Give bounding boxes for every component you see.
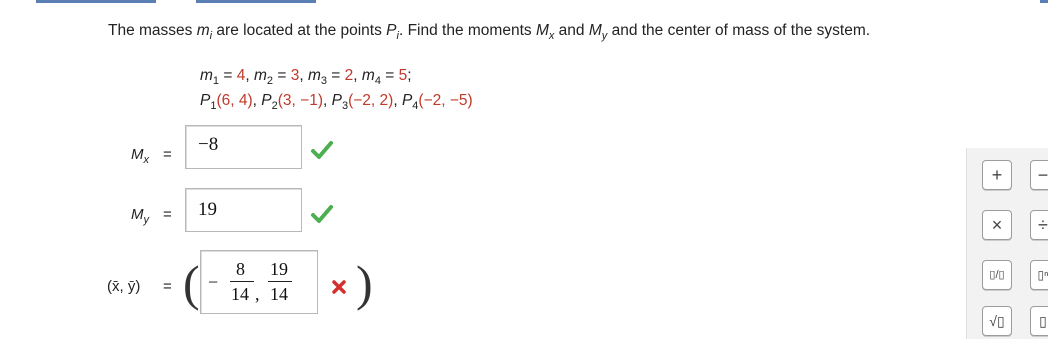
top-border	[0, 0, 1048, 3]
com-incorrect-x-icon	[331, 279, 347, 295]
com-equals: =	[163, 278, 172, 295]
com-y-fraction-bar	[268, 281, 292, 282]
box-button[interactable]: ▯	[1030, 306, 1048, 336]
sqrt-button[interactable]: √▯	[982, 306, 1012, 336]
my-correct-check-icon	[310, 204, 334, 224]
com-x-denominator: 14	[231, 284, 249, 304]
com-comma: ,	[255, 284, 260, 304]
com-x-numerator: 8	[236, 259, 245, 279]
mx-equals: =	[163, 146, 172, 163]
given-masses: $m_1 = 4$, $m_2 = 3$, $m_3 = 2$, $m_4 = 5$;	[200, 67, 412, 87]
my-equals: =	[163, 206, 172, 223]
my-answer-input[interactable]: 19	[185, 188, 302, 232]
com-x-fraction-bar	[230, 281, 254, 282]
given-points: $P_1(6$, 4), $P_2(3$, −1), $P_3(-2$, 2), $P_4(-2$, −5)	[200, 92, 473, 112]
question-text: The masses $m_i$ are located at the points $P_i$. Find the moments $M_x$ and $M_y$ and the center of mass of the system.	[108, 22, 871, 42]
plus-button[interactable]: +	[982, 160, 1012, 190]
fraction-button[interactable]: ▯/▯	[982, 260, 1012, 290]
times-button[interactable]: ×	[982, 210, 1012, 240]
com-y-denominator: 14	[270, 284, 288, 304]
mx-answer-input[interactable]: −8	[185, 125, 302, 169]
mx-label: $M_x$	[131, 146, 149, 166]
minus-button[interactable]: −	[1030, 160, 1048, 190]
com-y-numerator: 19	[270, 259, 288, 279]
mx-correct-check-icon	[310, 140, 334, 160]
my-label: $M_y$	[131, 206, 149, 226]
divide-button[interactable]: ÷	[1030, 210, 1048, 240]
open-paren: (	[183, 255, 200, 311]
com-minus-sign: −	[208, 272, 219, 292]
exponent-button[interactable]: ▯ⁿ	[1030, 260, 1048, 290]
center-of-mass-label: (x̄, ȳ)	[107, 278, 141, 295]
close-paren: )	[356, 255, 373, 311]
